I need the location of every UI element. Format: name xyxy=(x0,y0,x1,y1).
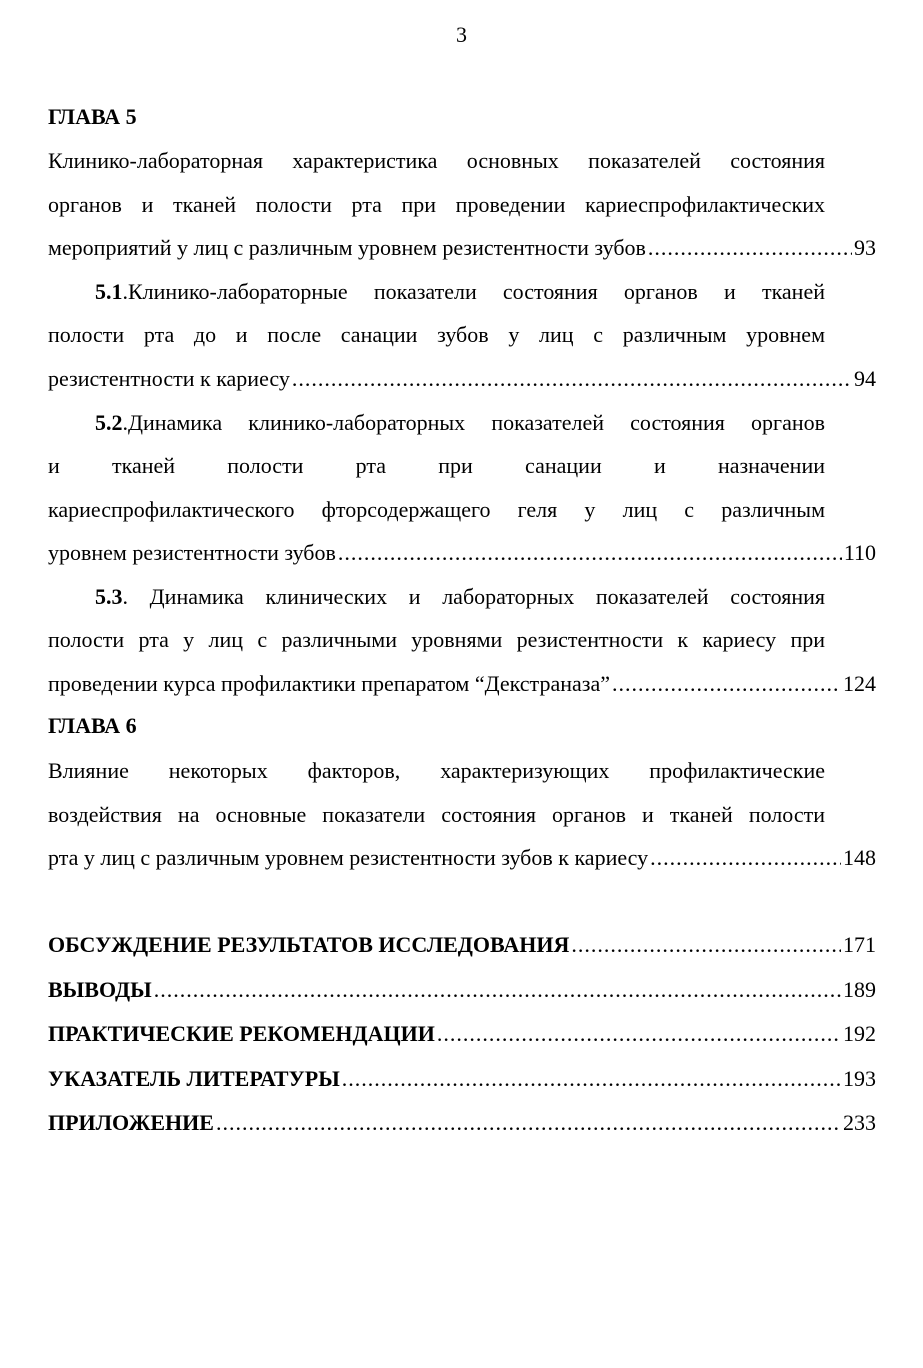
entry-label: ПРАКТИЧЕСКИЕ РЕКОМЕНДАЦИИ xyxy=(48,1021,435,1046)
dot-leader xyxy=(342,1064,841,1094)
toc-entry-appendix[interactable] xyxy=(48,1108,876,1138)
section-title: .Динамика клинико-лабораторных показателей состояния органов xyxy=(122,410,825,435)
dot-leader xyxy=(571,930,841,960)
entry-label: ОБСУЖДЕНИЕ РЕЗУЛЬТАТОВ ИССЛЕДОВАНИЯ xyxy=(48,932,570,957)
page-number: 3 xyxy=(456,22,467,47)
section-5-3-line: полости рта у лиц с различными уровнями резистентности к кариесу при xyxy=(48,627,825,652)
entry-label: ВЫВОДЫ xyxy=(48,977,152,1002)
entry-label: УКАЗАТЕЛЬ ЛИТЕРАТУРЫ xyxy=(48,1066,340,1091)
chapter-6-heading: ГЛАВА 6 xyxy=(48,713,137,738)
section-5-2-first-line xyxy=(95,408,825,438)
section-title: . Динамика клинических и лабораторных показателей состояния xyxy=(122,584,825,609)
dot-leader xyxy=(216,1108,841,1138)
dot-leader xyxy=(648,233,852,263)
chapter-5-heading: ГЛАВА 5 xyxy=(48,104,137,129)
page-ref: 192 xyxy=(843,1021,876,1046)
section-5-1-first-line xyxy=(95,277,825,307)
chapter-6-title-line: воздействия на основные показатели состояния органов и тканей полости xyxy=(48,802,825,827)
chapter-5-toc-entry[interactable] xyxy=(48,233,876,263)
section-5-3-toc-entry[interactable] xyxy=(48,669,876,699)
page-ref: 93 xyxy=(854,235,876,260)
section-5-2-line: и тканей полости рта при санации и назначении xyxy=(48,453,825,478)
page-ref: 94 xyxy=(854,366,876,391)
page-ref: 233 xyxy=(843,1110,876,1135)
section-number: 5.1 xyxy=(95,279,123,304)
section-5-1-toc-entry[interactable] xyxy=(48,364,876,394)
section-number: 5.3 xyxy=(95,584,123,609)
section-5-3-first-line xyxy=(95,582,825,612)
dot-leader xyxy=(650,843,841,873)
chapter-5-title-last-line: мероприятий у лиц с различным уровнем резистентности зубов xyxy=(48,235,646,260)
page-ref: 124 xyxy=(843,671,876,696)
dot-leader xyxy=(154,975,841,1005)
chapter-6-title-line: Влияние некоторых факторов, характеризующих профилактические xyxy=(48,758,825,783)
chapter-6-title-last-line: рта у лиц с различным уровнем резистентности зубов к кариесу xyxy=(48,845,649,870)
section-5-3-last-line: проведении курса профилактики препаратом “Декстраназа” xyxy=(48,671,610,696)
section-5-1-last-line: резистентности к кариесу xyxy=(48,366,290,391)
entry-label: ПРИЛОЖЕНИЕ xyxy=(48,1110,214,1135)
section-title: .Клинико-лабораторные показатели состояния органов и тканей xyxy=(122,279,825,304)
chapter-6-toc-entry[interactable] xyxy=(48,843,876,873)
toc-entry-conclusions[interactable] xyxy=(48,975,876,1005)
section-number: 5.2 xyxy=(95,410,123,435)
toc-entry-discussion[interactable] xyxy=(48,930,876,960)
page-ref: 148 xyxy=(843,845,876,870)
dot-leader xyxy=(338,538,842,568)
section-5-2-last-line: уровнем резистентности зубов xyxy=(48,540,336,565)
dot-leader xyxy=(292,364,852,394)
section-5-1-line: полости рта до и после санации зубов у лиц с различным уровнем xyxy=(48,322,825,347)
page-ref: 171 xyxy=(843,932,876,957)
section-5-2-toc-entry[interactable] xyxy=(48,538,876,568)
toc-entry-recommendations[interactable] xyxy=(48,1019,876,1049)
page-ref: 110 xyxy=(843,540,876,565)
page-ref: 193 xyxy=(843,1066,876,1091)
page-ref: 189 xyxy=(843,977,876,1002)
chapter-5-title-line: Клинико-лабораторная характеристика основных показателей состояния xyxy=(48,148,825,173)
dot-leader xyxy=(612,669,841,699)
dot-leader xyxy=(437,1019,841,1049)
toc-entry-references[interactable] xyxy=(48,1064,876,1094)
section-5-2-line: кариеспрофилактического фторсодержащего геля у лиц с различным xyxy=(48,497,825,522)
chapter-5-title-line: органов и тканей полости рта при проведении кариеспрофилактических xyxy=(48,192,825,217)
